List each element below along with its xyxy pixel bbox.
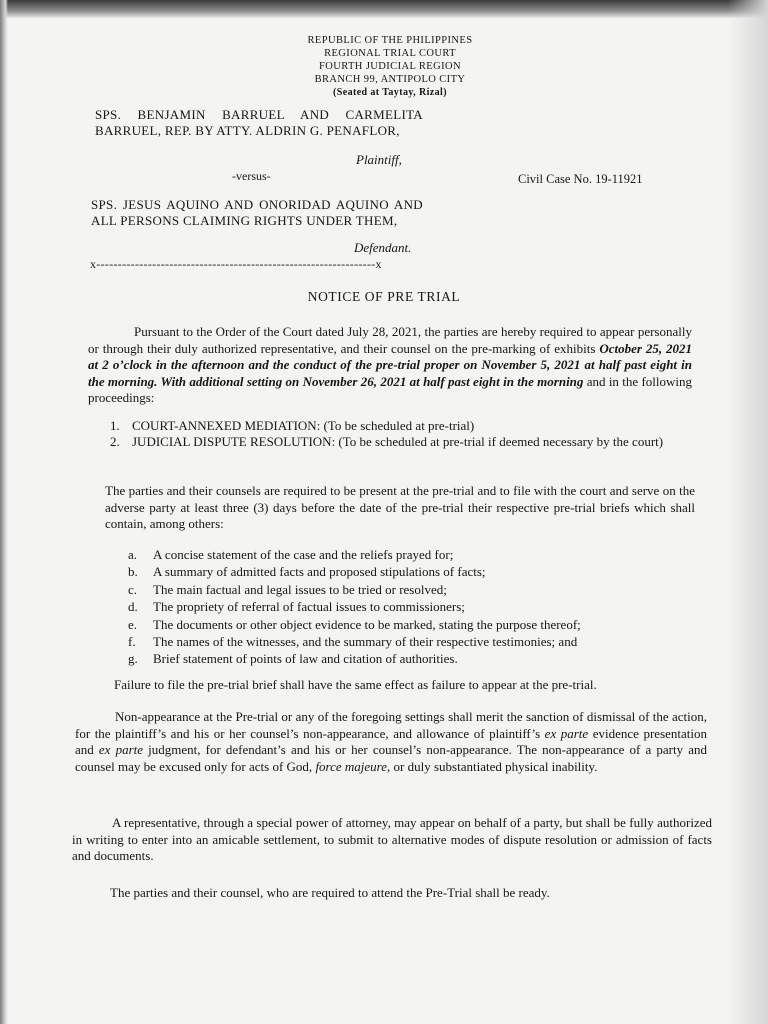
text-run: and in the following proceedings: bbox=[88, 373, 692, 405]
item-text: A summary of admitted facts and proposed stipulations of facts; bbox=[153, 564, 486, 580]
list-item bbox=[128, 616, 688, 633]
list-item bbox=[128, 546, 688, 563]
text-run: evidence presentation and bbox=[75, 725, 708, 757]
text-run-italic: ex parte bbox=[98, 742, 144, 757]
item-text: COURT-ANNEXED MEDIATION: (To be scheduled at pre-trial) bbox=[132, 418, 475, 433]
scan-top-edge bbox=[0, 0, 768, 18]
list-item bbox=[128, 598, 688, 615]
paragraph-ready: The parties and their counsel, who are required to attend the Pre-Trial shall be ready. bbox=[110, 885, 550, 900]
text-run-italic: ex parte bbox=[544, 725, 589, 741]
paragraph-failure: Failure to file the pre-trial brief shall have the same effect as failure to appear at the pre-trial. bbox=[114, 677, 597, 692]
scan-left-edge bbox=[0, 0, 8, 1024]
item-number: 2. bbox=[110, 434, 120, 449]
list-item bbox=[128, 650, 688, 667]
list-item bbox=[128, 581, 688, 598]
item-text: JUDICIAL DISPUTE RESOLUTION: (To be scheduled at pre-trial if deemed necessary by the court) bbox=[132, 434, 664, 449]
item-text: A concise statement of the case and the reliefs prayed for; bbox=[153, 547, 454, 562]
header-line: REGIONAL TRIAL COURT bbox=[324, 48, 456, 59]
header-seat: (Seated at Taytay, Rizal) bbox=[333, 87, 447, 98]
document-title: NOTICE OF PRE TRIAL bbox=[307, 289, 461, 304]
list-item bbox=[110, 418, 692, 434]
versus-label: -versus- bbox=[232, 169, 271, 183]
court-header bbox=[240, 34, 540, 99]
paragraph-representative: A representative, through a special power of attorney, may appear on behalf of a party, but shall be fully authorized in writing to enter into an amicable settlement, to submit to alternative modes of dispute resolution or admission of facts and documents. bbox=[72, 815, 712, 863]
brief-contents-list bbox=[128, 546, 688, 668]
schedule-dates: October 25, 2021 at 2 o’clock in the afternoon and the conduct of the pre-trial proper on November 5, 2021 at half past eight in the morning. With additional setting on November 26, 2021 at half past eight in the morning bbox=[88, 340, 692, 389]
case-number: Civil Case No. 19-11921 bbox=[518, 172, 643, 186]
header-line: REPUBLIC OF THE PHILIPPINES bbox=[307, 35, 473, 46]
item-letter: f. bbox=[128, 634, 136, 650]
item-letter: a. bbox=[128, 547, 138, 562]
caption-divider: x-----------------------------------------------------------------x bbox=[90, 257, 382, 271]
defendants-names: SPS. JESUS AQUINO AND ONORIDAD AQUINO AND ALL PERSONS CLAIMING RIGHTS UNDER THEM, bbox=[91, 197, 423, 228]
text-run: judgment, for defendant’s and his or her counsel’s non-appearance. The non-appearance of a party and counsel may be excused only for acts of God, bbox=[75, 742, 707, 774]
item-text: Brief statement of points of law and citation of authorities. bbox=[153, 651, 458, 667]
text-run: Pursuant to the Order of the Court dated July 28, 2021, the parties are hereby required to appear personally or through their duly authorized representative, and their counsel on the pre-marking of exhibits bbox=[88, 324, 692, 356]
plaintiff-role: Plaintiff, bbox=[356, 152, 402, 167]
scan-right-shadow bbox=[728, 0, 768, 1024]
item-letter: b. bbox=[128, 564, 138, 580]
list-item bbox=[128, 563, 688, 580]
item-text: The names of the witnesses, and the summary of their respective testimonies; and bbox=[153, 634, 578, 650]
header-line: BRANCH 99, ANTIPOLO CITY bbox=[314, 74, 466, 85]
item-text: The main factual and legal issues to be tried or resolved; bbox=[153, 581, 447, 597]
text-run: or duly substantiated physical inability. bbox=[390, 758, 598, 774]
item-letter: e. bbox=[128, 616, 138, 632]
paragraph-order bbox=[88, 324, 692, 407]
paragraph-briefs: The parties and their counsels are required to be present at the pre-trial and to file with the court and serve on the adverse party at least three (3) days before the date of the pre-trial their respective pre-trial briefs which shall contain, among others: bbox=[105, 483, 695, 531]
item-letter: c. bbox=[128, 581, 138, 597]
list-item bbox=[110, 434, 692, 450]
plaintiffs-names: SPS. BENJAMIN BARRUEL AND CARMELITA BARRUEL, REP. BY ATTY. ALDRIN G. PENAFLOR, bbox=[95, 107, 423, 138]
text-run-italic: force majeure, bbox=[315, 758, 391, 774]
defendant-role: Defendant. bbox=[354, 240, 412, 255]
item-number: 1. bbox=[110, 418, 120, 433]
list-item bbox=[128, 633, 688, 650]
item-letter: d. bbox=[128, 599, 138, 615]
item-text: The documents or other object evidence to be marked, stating the purpose thereof; bbox=[153, 616, 581, 632]
text-run: Non-appearance at the Pre-trial or any of the foregoing settings shall merit the sanction of dismissal of the action, for the plaintiff’s and his or her counsel’s non-appearance, and allowance of plaintiff’s bbox=[75, 709, 707, 741]
header-line: FOURTH JUDICIAL REGION bbox=[319, 61, 461, 72]
item-text: The propriety of referral of factual issues to commissioners; bbox=[153, 599, 465, 615]
item-letter: g. bbox=[128, 651, 138, 667]
proceedings-list bbox=[110, 418, 692, 450]
paragraph-non-appearance bbox=[75, 709, 707, 775]
